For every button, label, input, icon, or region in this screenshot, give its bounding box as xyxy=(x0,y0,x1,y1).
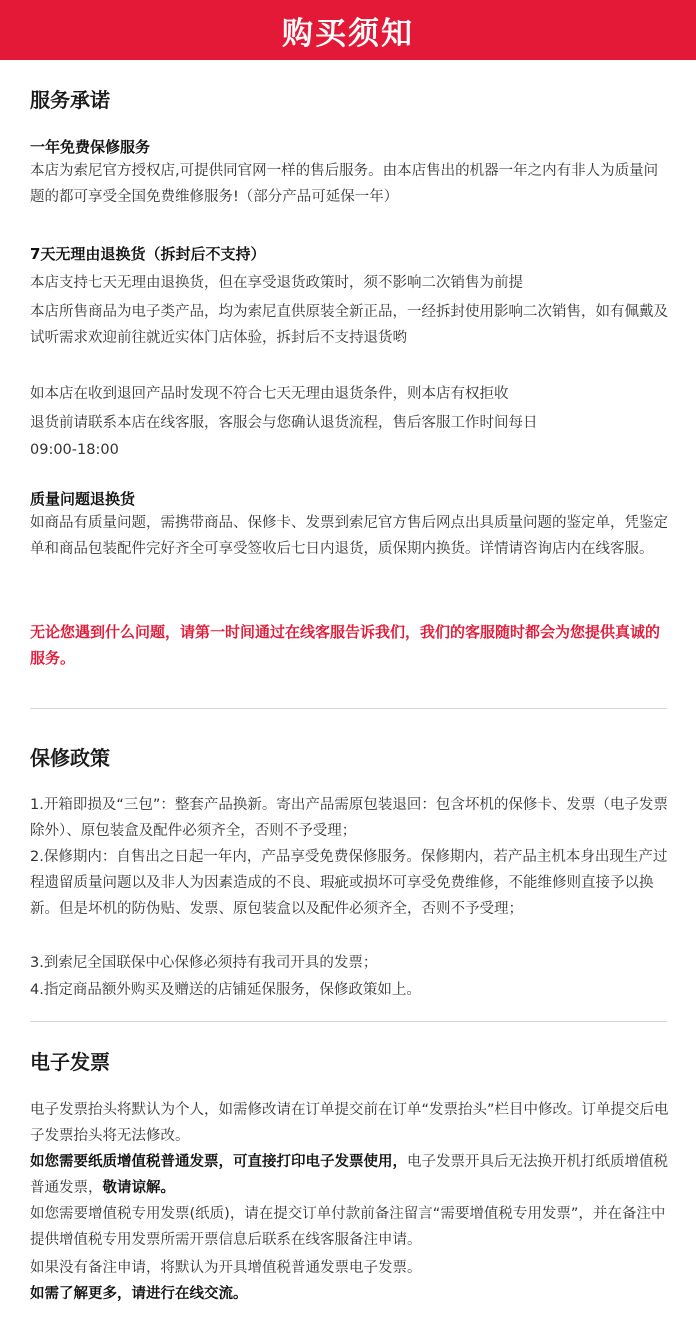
quality-title: 质量问题退换货 xyxy=(30,490,136,508)
policy-section-title: 保修政策 xyxy=(30,746,110,770)
return-policy-title: 7天无理由退换货（拆封后不支持） xyxy=(30,245,266,263)
invoice-paragraph-4: 如果没有备注申请，将默认为开具增值税普通发票电子发票。 xyxy=(30,1260,422,1276)
warranty-title: 一年免费保修服务 xyxy=(30,138,151,156)
divider xyxy=(30,708,667,709)
service-notice: 无论您遇到什么问题，请第一时间通过在线客服告诉我们，我们的客服随时都会为您提供真诚的服务。 xyxy=(30,623,661,667)
invoice-contact-note: 如需了解更多，请进行在线交流。 xyxy=(30,1286,248,1302)
header-banner xyxy=(0,0,696,60)
return-line-4: 退货前请联系本店在线客服，客服会与您确认退货流程，售后客服工作时间每日 xyxy=(30,415,538,431)
return-line-2: 本店所售商品为电子类产品，均为索尼直供原装全新正品，一经拆封使用影响二次销售，如有佩戴及试听需求欢迎前往就近实体门店体验，拆封后不支持退货哟 xyxy=(30,304,668,346)
return-line-3: 如本店在收到退回产品时发现不符合七天无理由退货条件，则本店有权拒收 xyxy=(30,386,509,402)
return-line-5: 09:00-18:00 xyxy=(30,442,119,458)
invoice-paper-bold: 如您需要纸质增值税普通发票，可直接打印电子发票使用， xyxy=(30,1154,407,1170)
invoice-paragraph-2 xyxy=(30,1149,670,1201)
warranty-text: 本店为索尼官方授权店,可提供同官网一样的售后服务。由本店售出的机器一年之内有非人为质量问题的都可享受全国免费维修服务!（部分产品可延保一年） xyxy=(30,163,659,205)
invoice-apology: 敬请谅解。 xyxy=(102,1180,175,1196)
invoice-paragraph-3: 如您需要增值税专用发票(纸质)，请在提交订单付款前备注留言“需要增值税专用发票”，并在备注中提供增值税专用发票所需开票信息后联系在线客服备注申请。 xyxy=(30,1206,666,1248)
page-title: 购买须知 xyxy=(282,15,414,52)
policy-item-4: 4.指定商品额外购买及赠送的店铺延保服务，保修政策如上。 xyxy=(30,982,421,998)
policy-item-1: 1.开箱即损及“三包”：整套产品换新。寄出产品需原包装退回：包含坏机的保修卡、发票（电子发票除外）、原包装盒及配件必须齐全，否则不予受理； xyxy=(30,797,668,839)
invoice-paragraph-1: 电子发票抬头将默认为个人，如需修改请在订单提交前在订单“发票抬头”栏目中修改。订单提交后电子发票抬头将无法修改。 xyxy=(30,1102,669,1144)
quality-text: 如商品有质量问题，需携带商品、保修卡、发票到索尼官方售后网点出具质量问题的鉴定单，凭鉴定单和商品包装配件完好齐全可享受签收后七日内退货，质保期内换货。详情请咨询店内在线客服。 xyxy=(30,515,668,557)
divider xyxy=(30,1021,667,1022)
invoice-paper-text: 电子发票开具后无法换开机打纸质增值税普通发票， xyxy=(30,1154,668,1196)
return-line-1: 本店支持七天无理由退换货，但在享受退货政策时，须不影响二次销售为前提 xyxy=(30,275,523,291)
invoice-section-title: 电子发票 xyxy=(30,1050,110,1074)
service-section-title: 服务承诺 xyxy=(30,88,110,112)
policy-item-2: 2.保修期内：自售出之日起一年内，产品享受免费保修服务。保修期内，若产品主机本身出现生产过程遗留质量问题以及非人为因素造成的不良、瑕疵或损坏可享受免费维修，不能维修则直接予以换新。但是坏机的防伪贴、发票、原包装盒以及配件必须齐全，否则不予受理； xyxy=(30,849,668,917)
policy-item-3: 3.到索尼全国联保中心保修必须持有我司开具的发票； xyxy=(30,955,378,971)
